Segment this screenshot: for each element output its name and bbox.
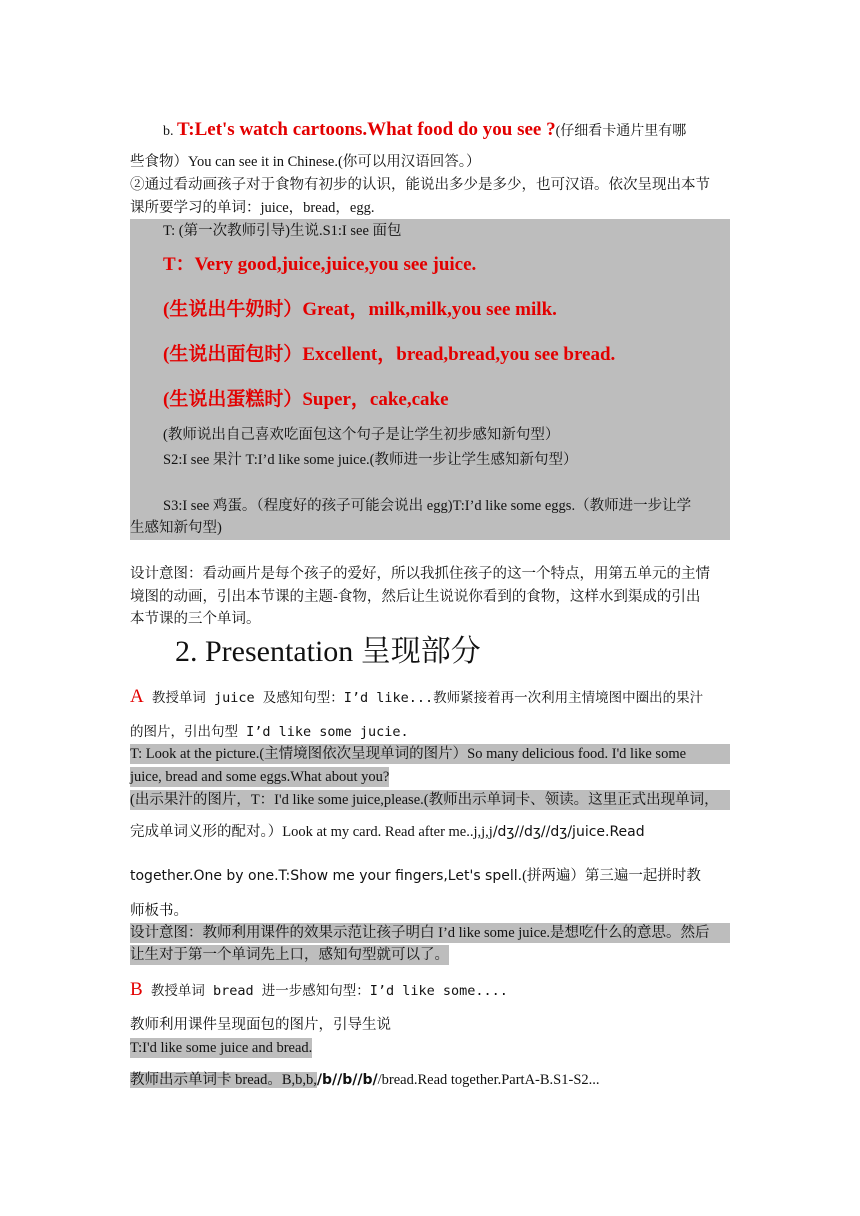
dialogue-line-3: S2:I see 果汁 T:I’d like some juice.(教师进一步让学生感知新句型） — [163, 452, 578, 468]
dialogue-red-4: (生说出蛋糕时）Super，cake,cake — [163, 389, 449, 410]
part-a-intent-1: 设计意图：教师利用课件的效果示范让孩子明白 I’d like some juice.是想吃什么的意思。然后 — [130, 923, 730, 943]
part-b-line-4a: 教师出示单词卡 bread。B,b,b, — [130, 1072, 317, 1088]
design-intent-1-line-1: 设计意图：看动画片是每个孩子的爱好，所以我抓住孩子的这一个特点，用第五单元的主情 — [130, 566, 710, 582]
section-b-note-1: (仔细看卡通片里有哪 — [555, 124, 687, 139]
part-b-line-1 — [130, 980, 508, 1001]
dialogue-red-1: T：Very good,juice,juice,you see juice. — [163, 254, 477, 275]
section-b-note-4: 课所要学习的单词：juice，bread，egg. — [130, 200, 375, 216]
dialogue-red-3: (生说出面包时）Excellent，bread,bread,you see bread. — [163, 344, 616, 365]
section-b-note-3: ②通过看动画孩子对于食物有初步的认识，能说出多少是多少，也可汉语。依次呈现出本节 — [130, 177, 710, 193]
design-intent-1-line-2: 境图的动画，引出本节课的主题-食物，然后让生说说你看到的食物，这样水到渠成的引出 — [130, 589, 701, 605]
part-a-line-6b: /dʒ//dʒ//dʒ/juice.Read — [492, 824, 645, 840]
part-a-line-1 — [130, 687, 703, 708]
part-a-line-2: 的图片，引出句型 I’d like some jucie. — [130, 724, 409, 740]
part-b-line-1-text: 教授单词 bread 进一步感知句型：I’d like some.... — [142, 983, 508, 999]
part-b-line-4 — [130, 1070, 600, 1090]
section-b-note-2: 些食物）You can see it in Chinese.(你可以用汉语回答。） — [130, 154, 481, 170]
part-a-intent-2: 让生对于第一个单词先上口，感知句型就可以了。 — [130, 947, 449, 963]
dialogue-line-4b: 生感知新句型) — [130, 520, 222, 536]
part-a-line-5: (出示果汁的图片，T：I'd like some juice,please.(教师出示单词卡、领读。这里正式出现单词， — [130, 790, 730, 810]
part-a-line-1-text: 教授单词 juice 及感知句型：I’d like...教师紧接着再一次利用主情境图中圈出的果汁 — [143, 690, 704, 706]
part-b-line-3: T:I'd like some juice and bread. — [130, 1040, 313, 1056]
dialogue-red-2: (生说出牛奶时）Great，milk,milk,you see milk. — [163, 299, 557, 320]
part-b-line-2: 教师利用课件呈现面包的图片，引导生说 — [130, 1017, 391, 1033]
section-b-title: T:Let's watch cartoons.What food do you see ? — [177, 119, 556, 140]
dialogue-line-4a: S3:I see 鸡蛋。（程度好的孩子可能会说出 egg)T:I’d like some eggs.（教师进一步让学 — [163, 498, 692, 514]
design-intent-1-line-3: 本节课的三个单词。 — [130, 611, 261, 627]
part-a-line-3: T: Look at the picture.(主情境图依次呈现单词的图片）So many delicious food. I'd like some — [130, 744, 730, 764]
part-b-line-4b: /b//b//b/ — [316, 1072, 378, 1088]
part-a-line-7a: together.One by one.T:Show me your fingers,Let's spell. — [130, 868, 523, 884]
part-a-letter: A — [130, 686, 144, 707]
part-b-letter: B — [130, 979, 143, 1000]
part-b-line-4c: /bread.Read together.PartA-B.S1-S2... — [377, 1072, 600, 1088]
part-a-line-6 — [130, 822, 645, 842]
dialogue-line-2: (教师说出自己喜欢吃面包这个句子是让学生初步感知新句型） — [163, 427, 560, 443]
presentation-heading: 2. Presentation 呈现部分 — [175, 635, 481, 668]
section-b-marker: b. — [163, 124, 174, 139]
part-a-line-7b: (拼两遍）第三遍一起拼时教 — [522, 868, 701, 884]
part-a-line-6a: 完成单词义形的配对。）Look at my card. Read after me..j,j,j — [130, 824, 493, 840]
part-a-line-7 — [130, 866, 701, 886]
part-a-line-4: juice, bread and some eggs.What about you? — [130, 769, 390, 785]
section-b-line — [163, 120, 686, 142]
dialogue-line-1: T: (第一次教师引导)生说.S1:I see 面包 — [163, 223, 402, 239]
part-a-line-8: 师板书。 — [130, 903, 188, 919]
